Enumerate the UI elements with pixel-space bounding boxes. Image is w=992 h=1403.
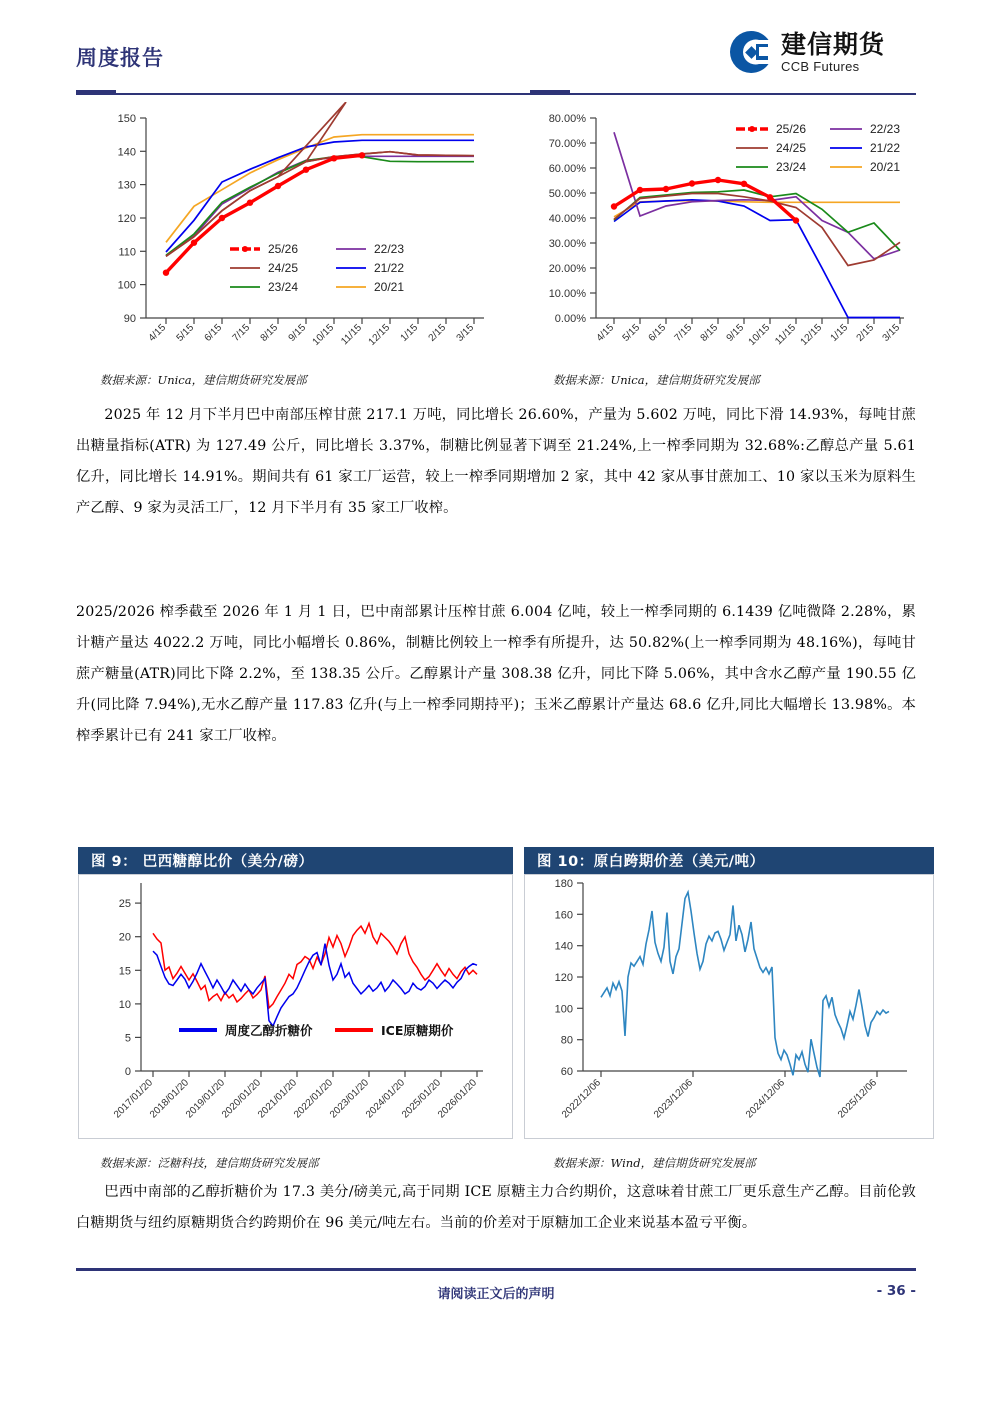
svg-text:180: 180 [554, 878, 573, 890]
series-white-raw-spread [601, 892, 889, 1077]
svg-text:9/15: 9/15 [286, 322, 309, 344]
chart-ethanol-ice-legend [179, 1023, 454, 1038]
svg-text:3/15: 3/15 [880, 322, 903, 344]
figure9-title-bar [78, 847, 513, 874]
figure9-title: 图 9： 巴西糖醇比价（美分/磅） [91, 854, 314, 870]
footer-divider [76, 1268, 916, 1271]
svg-text:80: 80 [560, 1034, 573, 1047]
svg-text:2022/01/20: 2022/01/20 [291, 1077, 336, 1121]
svg-text:100: 100 [117, 279, 136, 292]
svg-text:4/15: 4/15 [146, 322, 169, 344]
svg-text:12/15: 12/15 [366, 322, 393, 348]
svg-text:2017/01/20: 2017/01/20 [111, 1077, 156, 1121]
svg-text:100: 100 [554, 1003, 573, 1016]
page-header [0, 0, 992, 96]
svg-text:70.00%: 70.00% [548, 138, 586, 150]
svg-text:24/25: 24/25 [268, 261, 299, 275]
svg-text:21/22: 21/22 [374, 261, 405, 275]
svg-text:23/24: 23/24 [776, 160, 807, 174]
svg-text:25/26: 25/26 [268, 242, 299, 256]
chart-atr [84, 102, 514, 364]
svg-text:140: 140 [117, 146, 136, 159]
svg-text:4/15: 4/15 [594, 322, 617, 344]
svg-text:10/15: 10/15 [746, 322, 773, 348]
svg-text:23/24: 23/24 [268, 280, 299, 294]
body-paragraph-1: 2025 年 12 月下半月巴中南部压榨甘蔗 217.1 万吨，同比增长 26.60%，产量为 5.602 万吨，同比下滑 14.93%，每吨甘蔗出糖量指标(ATR) 为 127.49 公斤，同比增长 3.37%，制糖比例显著下调至 21.24%,上一榨季同期为 32.68%:乙醇总产量 5.61 亿升，同比增长 14.91%。期间共有 61 家工厂运营，较上一榨季同期增加 2 家，其中 42 家从事甘蔗加工、10 家以玉米为原料生产乙醇、9 家为灵活工厂，12 月下半月有 35 家工厂收榨。 [76, 407, 916, 516]
figure10-title: 图 10：原白跨期价差（美元/吨） [537, 854, 765, 870]
svg-text:2020/01/20: 2020/01/20 [219, 1077, 264, 1121]
svg-text:2021/01/20: 2021/01/20 [255, 1077, 300, 1121]
svg-text:2018/01/20: 2018/01/20 [147, 1077, 192, 1121]
svg-text:50.00%: 50.00% [548, 188, 586, 200]
svg-text:2022/12/06: 2022/12/06 [559, 1077, 604, 1121]
svg-text:2024/12/06: 2024/12/06 [743, 1077, 788, 1121]
svg-text:2/15: 2/15 [854, 322, 877, 344]
svg-text:6/15: 6/15 [646, 322, 669, 344]
svg-text:120: 120 [117, 213, 136, 225]
svg-text:8/15: 8/15 [698, 322, 721, 344]
svg-text:2019/01/20: 2019/01/20 [183, 1077, 228, 1121]
svg-text:60.00%: 60.00% [548, 163, 586, 175]
svg-text:10: 10 [118, 998, 131, 1011]
svg-text:30.00%: 30.00% [548, 238, 586, 250]
chart-sugar-mix-legend [736, 122, 900, 174]
svg-text:7/15: 7/15 [672, 322, 695, 344]
svg-text:80.00%: 80.00% [548, 113, 586, 125]
figure9-panel [78, 874, 513, 1139]
svg-text:9/15: 9/15 [724, 322, 747, 344]
svg-text:20/21: 20/21 [870, 160, 901, 174]
svg-text:110: 110 [118, 246, 136, 259]
figure10-panel [524, 874, 934, 1139]
svg-text:0.00%: 0.00% [554, 313, 586, 325]
svg-text:20.00%: 20.00% [548, 263, 586, 275]
logo-text-en: CCB Futures [781, 58, 860, 74]
chart-atr-svg [84, 102, 514, 364]
svg-text:7/15: 7/15 [230, 322, 253, 344]
svg-text:160: 160 [554, 909, 573, 922]
svg-text:130: 130 [117, 179, 136, 192]
chart-white-raw-spread-svg [525, 875, 933, 1138]
svg-text:1/15: 1/15 [398, 322, 421, 344]
svg-text:21/22: 21/22 [870, 141, 901, 155]
svg-text:25: 25 [118, 898, 131, 910]
footer-page-number: - 36 - [876, 1283, 916, 1299]
svg-text:ICE原糖期价: ICE原糖期价 [381, 1023, 454, 1038]
report-type-label: 周度报告 [76, 46, 164, 70]
series-ethanol-sugar-equiv [153, 944, 477, 1026]
svg-text:120: 120 [554, 972, 573, 984]
footer-notice: 请阅读正文后的声明 [437, 1287, 555, 1302]
svg-text:15: 15 [118, 965, 131, 978]
figure10-title-bar [524, 847, 934, 874]
svg-text:2023/01/20: 2023/01/20 [327, 1077, 372, 1121]
svg-text:10/15: 10/15 [310, 322, 337, 348]
logo-text-cn: 建信期货 [781, 29, 886, 59]
svg-text:140: 140 [554, 940, 573, 953]
svg-text:5/15: 5/15 [620, 322, 643, 344]
svg-text:25/26: 25/26 [776, 122, 807, 136]
svg-text:60: 60 [560, 1066, 573, 1078]
figure9-source: 数据来源：泛糖科技，建信期货研究发展部 [100, 1156, 319, 1170]
company-logo [728, 29, 885, 75]
figure8-source: 数据来源：Unica，建信期货研究发展部 [553, 373, 760, 387]
chart-sugar-mix [524, 102, 934, 364]
svg-text:1/15: 1/15 [828, 322, 851, 344]
figure7-source: 数据来源：Unica，建信期货研究发展部 [100, 373, 307, 387]
figure10-source: 数据来源：Wind，建信期货研究发展部 [553, 1156, 756, 1170]
svg-text:周度乙醇折糖价: 周度乙醇折糖价 [225, 1023, 313, 1038]
svg-text:24/25: 24/25 [776, 141, 807, 155]
chart-sugar-mix-series [614, 132, 900, 317]
svg-text:2024/01/20: 2024/01/20 [363, 1077, 408, 1121]
svg-text:10.00%: 10.00% [548, 288, 586, 300]
ccb-logo-icon [728, 29, 774, 75]
svg-text:2/15: 2/15 [426, 322, 449, 344]
svg-text:22/23: 22/23 [870, 122, 901, 136]
svg-text:12/15: 12/15 [798, 322, 825, 348]
chart-atr-markers [163, 152, 365, 276]
header-divider-accent-mid [530, 90, 570, 95]
svg-text:8/15: 8/15 [258, 322, 281, 344]
svg-text:11/15: 11/15 [773, 322, 799, 348]
svg-text:90: 90 [123, 313, 136, 325]
svg-text:2025/01/20: 2025/01/20 [399, 1077, 444, 1121]
chart-atr-series [166, 102, 474, 256]
body-paragraph-3: 巴西中南部的乙醇折糖价为 17.3 美分/磅美元,高于同期 ICE 原糖主力合约期价，这意味着甘蔗工厂更乐意生产乙醇。目前伦敦白糖期货与纽约原糖期货合约跨期价在 96 美元/吨左右。当前的价差对于原糖加工企业来说基本盈亏平衡。 [76, 1184, 916, 1231]
svg-text:5: 5 [124, 1032, 131, 1045]
svg-text:6/15: 6/15 [202, 322, 225, 344]
header-divider-accent-left [76, 90, 116, 95]
body-paragraph-2: 2025/2026 榨季截至 2026 年 1 月 1 日，巴中南部累计压榨甘蔗 6.004 亿吨，较上一榨季同期的 6.1439 亿吨微降 2.28%，累计糖产量达 4022.2 万吨，同比小幅增长 0.86%，制糖比例较上一榨季有所提升，达 50.82%(上一榨季同期为 48.16%)，每吨甘蔗产糖量(ATR)同比下降 2.2%，至 138.35 公斤。乙醇累计产量 308.38 亿升，同比下降 5.06%，其中含水乙醇产量 190.55 亿升(同比降 7.94%),无水乙醇产量 117.83 亿升(与上一榨季同期持平)；玉米乙醇累计产量达 68.6 亿升,同比大幅增长 13.98%。本榨季累计已有 241 家工厂收榨。 [76, 604, 916, 744]
chart-sugar-mix-svg [524, 102, 934, 364]
svg-text:2025/12/06: 2025/12/06 [835, 1077, 880, 1121]
svg-text:40.00%: 40.00% [548, 213, 586, 225]
svg-text:22/23: 22/23 [374, 242, 405, 256]
svg-text:2023/12/06: 2023/12/06 [651, 1077, 696, 1121]
svg-text:20: 20 [118, 931, 131, 944]
svg-text:20/21: 20/21 [374, 280, 405, 294]
svg-text:11/15: 11/15 [339, 322, 365, 348]
chart-atr-legend [230, 242, 404, 294]
svg-text:5/15: 5/15 [174, 322, 197, 344]
header-divider [76, 93, 916, 95]
svg-text:2026/01/20: 2026/01/20 [435, 1077, 480, 1121]
svg-text:0: 0 [124, 1066, 131, 1078]
svg-text:3/15: 3/15 [454, 322, 477, 344]
svg-text:150: 150 [117, 113, 136, 125]
chart-ethanol-ice-svg [79, 875, 512, 1138]
